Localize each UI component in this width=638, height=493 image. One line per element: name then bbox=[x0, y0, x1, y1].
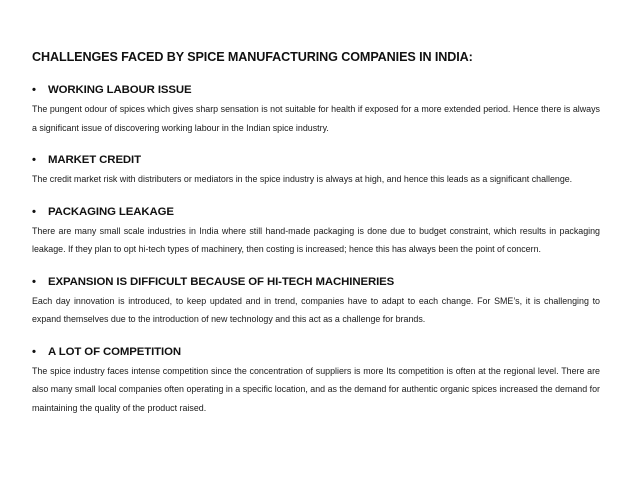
section-paragraph: The pungent odour of spices which gives sharp sensation is not suitable for health if exposed for a more extended period. Hence there is always a significant issue of discovering working labour in the Indian spice industry. bbox=[32, 104, 600, 133]
section-working-labour bbox=[32, 84, 600, 137]
section-competition bbox=[32, 346, 600, 418]
section-heading bbox=[32, 206, 600, 218]
bullet-icon: • bbox=[32, 154, 36, 166]
section-heading bbox=[32, 346, 600, 358]
section-heading-label: PACKAGING LEAKAGE bbox=[48, 205, 174, 218]
bullet-icon: • bbox=[32, 345, 36, 358]
slide-content bbox=[32, 50, 600, 434]
bullet-icon: • bbox=[32, 275, 36, 288]
section-paragraph: The credit market risk with distributers or mediators in the spice industry is always at high, and hence this leads as a significant challenge. bbox=[32, 174, 573, 184]
section-heading-label: MARKET CREDIT bbox=[48, 154, 141, 166]
section-market-credit bbox=[32, 154, 600, 189]
section-heading-label: A LOT OF COMPETITION bbox=[48, 345, 181, 358]
section-heading-label: EXPANSION IS DIFFICULT BECAUSE OF HI-TECH MACHINERIES bbox=[48, 275, 395, 288]
section-heading bbox=[32, 84, 600, 96]
section-heading bbox=[32, 276, 600, 288]
section-packaging-leakage bbox=[32, 206, 600, 259]
section-heading bbox=[32, 154, 600, 166]
section-paragraph: There are many small scale industries in India where still hand-made packaging is done due to budget constraint, which results in packaging leakage. If they plan to opt hi-tech types of machinery, then costing is increased; hence this has always been the point of concern. bbox=[32, 225, 600, 254]
section-heading-label: WORKING LABOUR ISSUE bbox=[48, 84, 192, 96]
page-title: CHALLENGES FACED BY SPICE MANUFACTURING COMPANIES IN INDIA: bbox=[32, 50, 473, 64]
section-expansion bbox=[32, 276, 600, 329]
bullet-icon: • bbox=[32, 205, 36, 218]
bullet-icon: • bbox=[32, 84, 36, 96]
section-paragraph: Each day innovation is introduced, to keep updated and in trend, companies have to adapt to each change. For SME’s, it is challenging to expand themselves due to the introduction of new technology and this act as a challenge for brands. bbox=[32, 295, 600, 324]
section-paragraph: The spice industry faces intense competition since the concentration of suppliers is more Its competition is often at the regional level. There are also many small local companies often operating in a specific location, and as the demand for authentic organic spices increased the demand for maintaining the quality of the product raised. bbox=[32, 365, 600, 413]
